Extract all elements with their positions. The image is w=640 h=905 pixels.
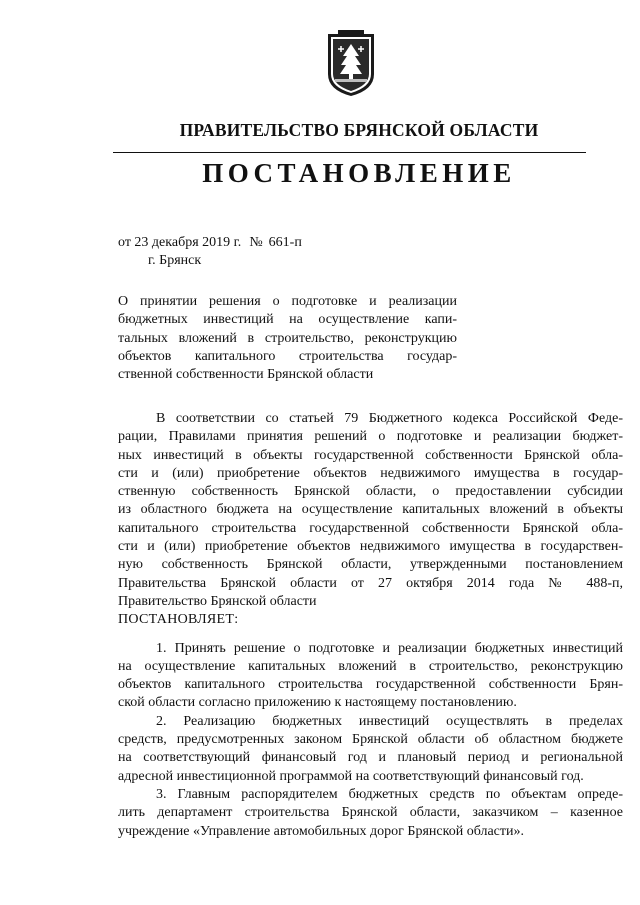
item-2-line: средств, предусмотренных законом Брянской области об областном бюджете bbox=[118, 732, 623, 748]
header-divider bbox=[113, 152, 586, 153]
preamble-line: сти и (или) приобретение объектов недвижимого имущества в государ- bbox=[118, 465, 623, 481]
preamble-line: Правительства Брянской области от 27 октября 2014 года № 488-п, bbox=[118, 575, 623, 591]
item-3-line: учреждение «Управление автомобильных дорог Брянской области». bbox=[118, 823, 524, 839]
item-2-line: адресной инвестиционной программой на соответствующий финансовый год. bbox=[118, 768, 584, 784]
document-city: г. Брянск bbox=[148, 253, 202, 268]
preamble-line: ную собственность Брянской области, утвержденными постановлением bbox=[118, 557, 623, 573]
decree-word: ПОСТАНОВЛЯЕТ: bbox=[118, 612, 239, 628]
preamble-line: из областного бюджета на осуществление капитальных вложений в объекты bbox=[118, 502, 623, 518]
document-date: от 23 декабря 2019 г. bbox=[118, 235, 242, 250]
bryansk-coat-of-arms-icon bbox=[324, 30, 378, 98]
preamble-line: ных инвестиций в объекты государственной собственности Брянской обла- bbox=[118, 447, 623, 463]
preamble-line: ственную собственность Брянской области, о предоставлении субсидии bbox=[118, 484, 623, 500]
item-3-line: лить департамент строительства Брянской области, заказчиком – казенное bbox=[118, 805, 623, 821]
preamble-line: капитального строительства государственной собственности Брянской обла- bbox=[118, 520, 623, 536]
item-2-line: 2. Реализацию бюджетных инвестиций осуществлять в пределах bbox=[156, 713, 623, 729]
document-type-title: ПОСТАНОВЛЕНИЕ bbox=[202, 158, 516, 188]
subject-line: тальных вложений в строительство, реконструкцию bbox=[118, 330, 457, 346]
document-body bbox=[118, 410, 623, 841]
item-1-line: 1. Принять решение о подготовке и реализации бюджетных инвестиций bbox=[156, 640, 623, 656]
issuer-title: ПРАВИТЕЛЬСТВО БРЯНСКОЙ ОБЛАСТИ bbox=[179, 120, 539, 140]
item-1-line: объектов капитального строительства государственной собственности Брян- bbox=[118, 677, 623, 693]
preamble-line: Правительство Брянской области bbox=[118, 593, 317, 609]
preamble-line: В соответствии со статьей 79 Бюджетного кодекса Российской Феде- bbox=[156, 411, 623, 426]
subject-line: О принятии решения о подготовке и реализации bbox=[118, 294, 457, 309]
document-date-number bbox=[118, 235, 302, 251]
document-subject bbox=[118, 293, 457, 384]
subject-line: объектов капитального строительства государ- bbox=[118, 348, 457, 364]
number-sign: № bbox=[249, 235, 263, 250]
document-number: 661-п bbox=[268, 235, 302, 250]
paragraph-gap bbox=[118, 630, 623, 640]
item-2-line: на соответствующий финансовый год и плановый период и региональной bbox=[118, 750, 623, 766]
preamble-line: рации, Правилами принятия решений о подготовке и реализации бюджет- bbox=[118, 429, 623, 445]
item-1-line: ской области согласно приложению к настоящему постановлению. bbox=[118, 695, 517, 711]
subject-line: ственной собственности Брянской области bbox=[118, 367, 374, 383]
subject-line: бюджетных инвестиций на осуществление капи- bbox=[118, 312, 457, 328]
item-1-line: на осуществление капитальных вложений в строительство, реконструкцию bbox=[118, 658, 623, 674]
preamble-line: сти и (или) приобретение объектов недвижимого имущества в государствен- bbox=[118, 539, 623, 555]
item-3-line: 3. Главным распорядителем бюджетных средств по объектам опреде- bbox=[156, 786, 623, 802]
